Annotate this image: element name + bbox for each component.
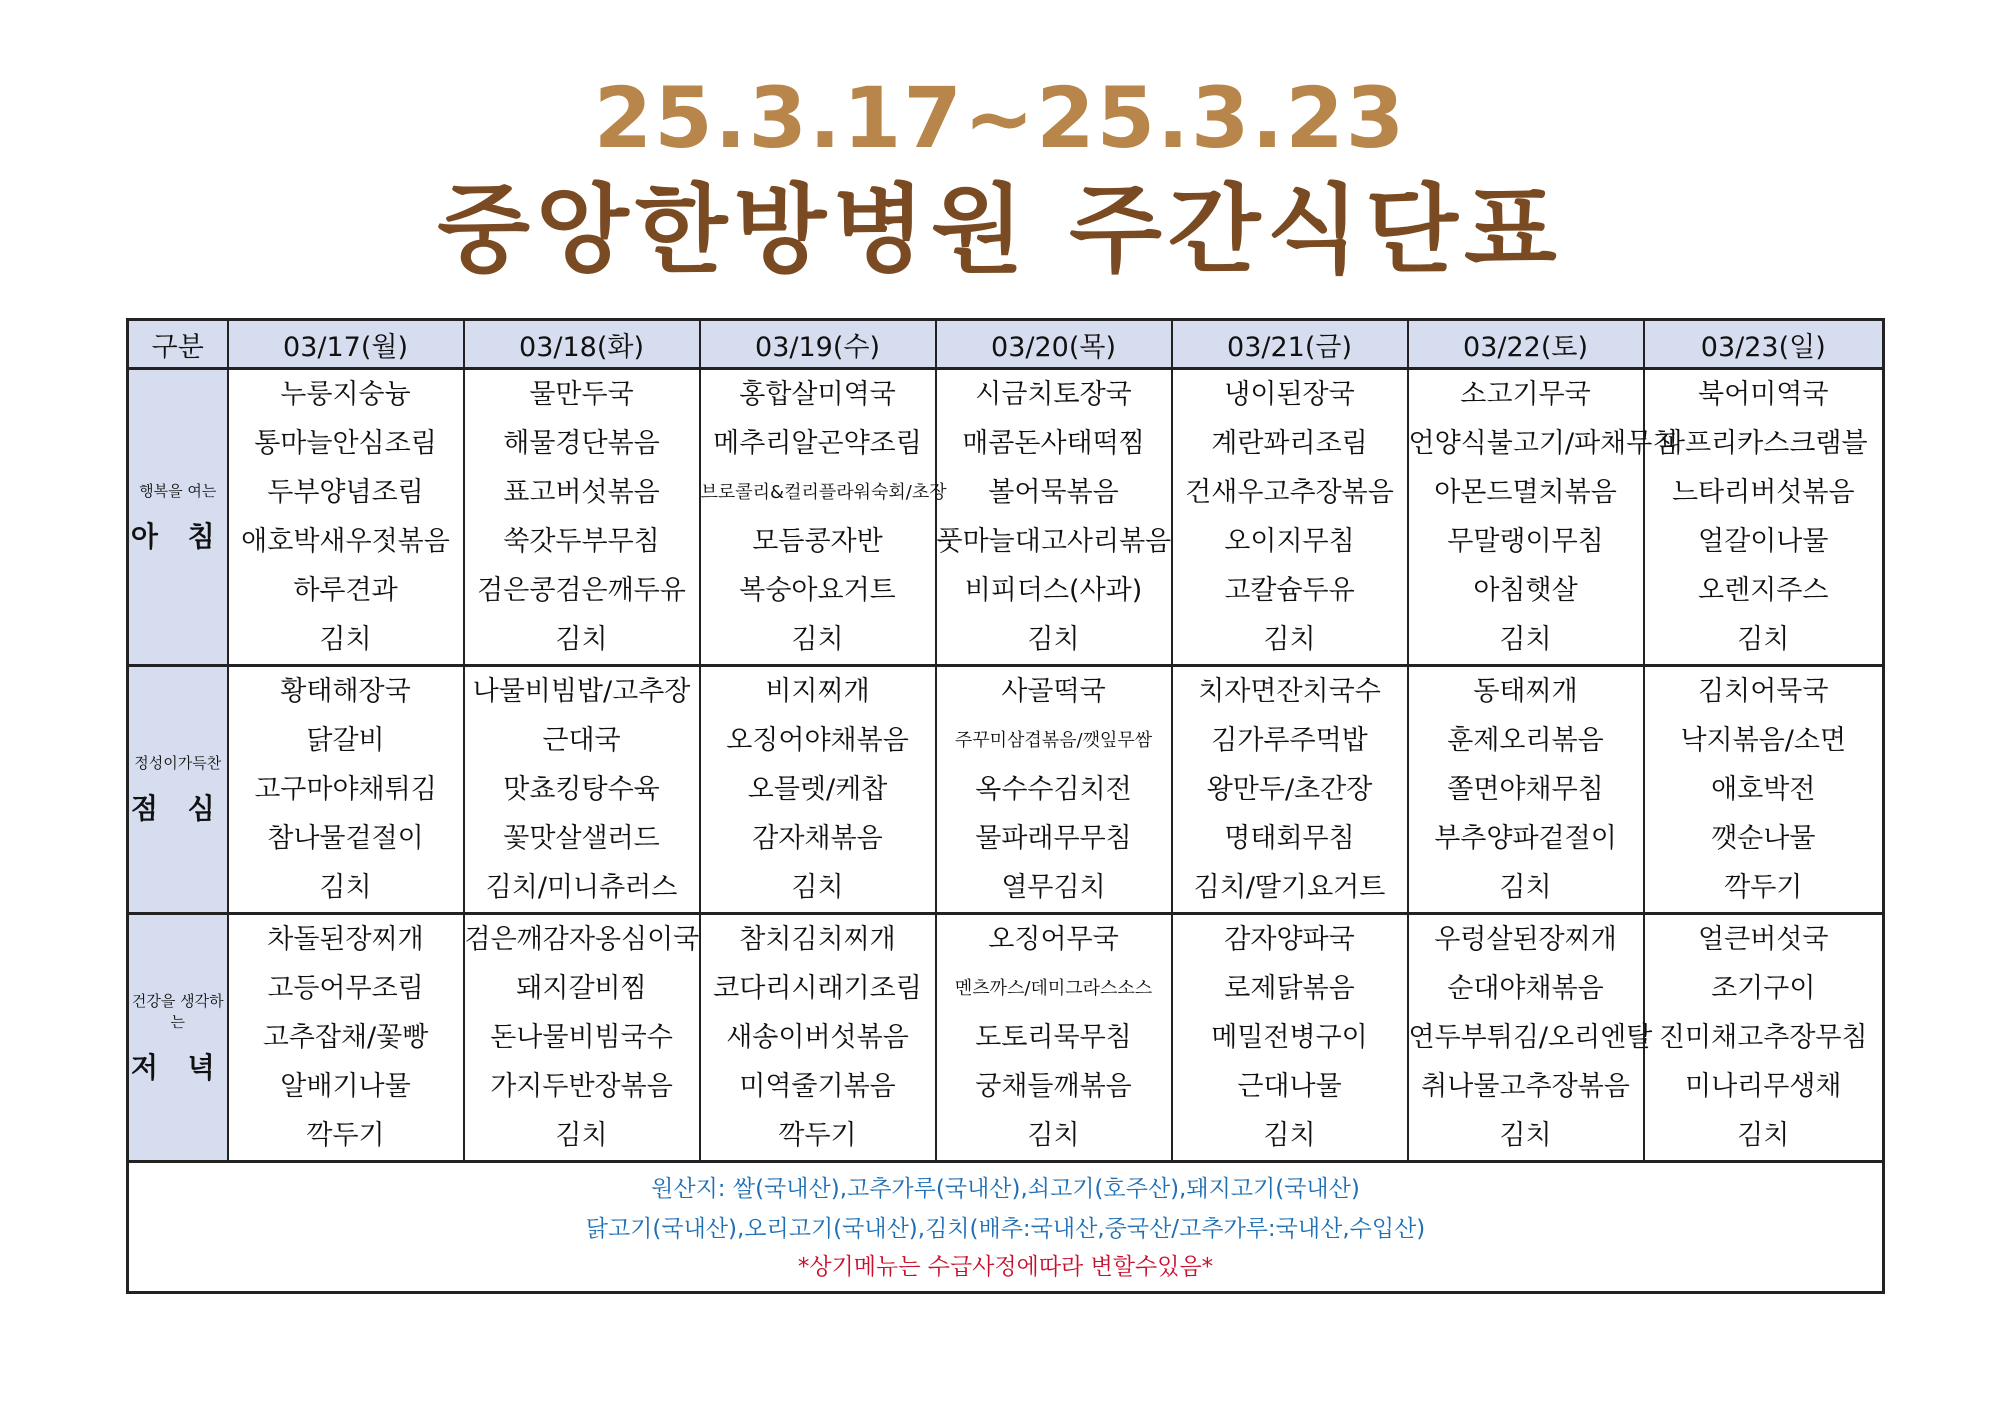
date-range: 25.3.17~25.3.23 xyxy=(593,69,1407,167)
corner-label: 구분 xyxy=(128,320,228,369)
menu-cell xyxy=(1408,369,1679,666)
menu-item: 볼어묵볶음 xyxy=(988,477,1119,508)
menu-item: 김치 xyxy=(791,872,844,903)
menu-item: 순대야채볶음 xyxy=(1447,973,1604,1004)
menu-item: 애호박전 xyxy=(1711,774,1816,805)
menu-item: 누룽지숭늉 xyxy=(280,379,411,410)
menu-item: 메추리알곤약조림 xyxy=(713,428,922,459)
menu-item: 맛쵸킹탕수육 xyxy=(503,774,660,805)
menu-item: 근대나물 xyxy=(1237,1071,1342,1102)
day-header-wed: 03/19(수) xyxy=(700,320,936,369)
menu-item: 검은콩검은깨두유 xyxy=(477,575,686,606)
menu-item: 소고기무국 xyxy=(1460,379,1591,410)
menu-item: 김치/딸기요거트 xyxy=(1193,872,1386,903)
meal-subtitle: 행복을 여는 xyxy=(139,481,217,500)
menu-cell xyxy=(228,666,464,914)
menu-item: 우렁살된장찌개 xyxy=(1434,924,1617,955)
header-row xyxy=(128,320,1884,369)
menu-cell xyxy=(1408,666,1644,914)
menu-item: 언양식불고기/파채무침 xyxy=(1408,428,1679,459)
menu-item: 로제닭볶음 xyxy=(1224,973,1355,1004)
meal-label-lunch xyxy=(128,666,228,914)
menu-item: 훈제오리볶음 xyxy=(1447,725,1604,756)
menu-item: 김치 xyxy=(319,872,372,903)
menu-item: 건새우고추장볶음 xyxy=(1185,477,1394,508)
menu-item: 매콤돈사태떡찜 xyxy=(962,428,1145,459)
menu-cell xyxy=(464,369,700,666)
meal-label-dinner xyxy=(128,914,228,1162)
menu-item: 김치 xyxy=(1737,624,1790,655)
menu-cell xyxy=(1172,666,1408,914)
menu-item: 멘츠까스/데미그라스소스 xyxy=(954,978,1153,999)
menu-cell xyxy=(936,666,1172,914)
menu-item: 얼큰버섯국 xyxy=(1698,924,1829,955)
menu-item: 표고버섯볶음 xyxy=(503,477,660,508)
menu-item: 김가루주먹밥 xyxy=(1211,725,1368,756)
day-header-sun: 03/23(일) xyxy=(1644,320,1884,369)
menu-item: 꽃맛살샐러드 xyxy=(503,823,660,854)
menu-item: 열무김치 xyxy=(1001,872,1106,903)
menu-item: 복숭아요거트 xyxy=(739,575,896,606)
menu-item: 김치/미니츄러스 xyxy=(485,872,678,903)
menu-item: 가지두반장볶음 xyxy=(490,1071,673,1102)
menu-item: 오징어무국 xyxy=(988,924,1119,955)
menu-item: 김치 xyxy=(1499,872,1552,903)
menu-item: 김치 xyxy=(1263,624,1316,655)
menu-item: 물파래무무침 xyxy=(975,823,1132,854)
meal-name: 아 침 xyxy=(130,519,225,553)
menu-item: 고칼슘두유 xyxy=(1224,575,1355,606)
menu-item: 애호박새우젓볶음 xyxy=(241,526,450,557)
menu-item: 취나물고추장볶음 xyxy=(1421,1071,1630,1102)
menu-item: 김치 xyxy=(555,624,608,655)
menu-cell xyxy=(228,914,464,1162)
menu-cell xyxy=(700,914,936,1162)
menu-item: 나물비빔밥/고추장 xyxy=(472,676,691,707)
menu-item: 연두부튀김/오리엔탈 xyxy=(1408,1022,1653,1053)
menu-item: 도토리묵무침 xyxy=(975,1022,1132,1053)
menu-item: 옥수수김치전 xyxy=(975,774,1132,805)
menu-item: 모듬콩자반 xyxy=(752,526,883,557)
day-header-thu: 03/20(목) xyxy=(936,320,1172,369)
menu-item: 쫄면야채무침 xyxy=(1447,774,1604,805)
menu-item: 미역줄기볶음 xyxy=(739,1071,896,1102)
menu-item: 김치 xyxy=(319,624,372,655)
menu-item: 돈나물비빔국수 xyxy=(490,1022,673,1053)
menu-item: 궁채들깨볶음 xyxy=(975,1071,1132,1102)
menu-cell xyxy=(464,666,700,914)
origin-notice xyxy=(128,1162,1884,1293)
menu-item: 닭갈비 xyxy=(306,725,385,756)
menu-item: 명태회무침 xyxy=(1224,823,1355,854)
menu-item: 고등어무조림 xyxy=(267,973,424,1004)
day-header-sat: 03/22(토) xyxy=(1408,320,1644,369)
menu-item: 참치김치찌개 xyxy=(739,924,896,955)
menu-item: 검은깨감자옹심이국 xyxy=(464,924,700,955)
menu-cell xyxy=(700,666,936,914)
meal-label-breakfast xyxy=(128,369,228,666)
menu-item: 진미채고추장무침 xyxy=(1658,1022,1868,1053)
menu-cell xyxy=(1644,914,1884,1162)
day-header-fri: 03/21(금) xyxy=(1172,320,1408,369)
menu-cell xyxy=(936,369,1172,666)
menu-item: 참나물겉절이 xyxy=(267,823,424,854)
menu-cell xyxy=(1172,369,1408,666)
weekly-menu-table xyxy=(126,318,1885,1294)
menu-cell xyxy=(1172,914,1408,1162)
footer-row xyxy=(128,1162,1884,1293)
menu-item: 김치 xyxy=(555,1120,608,1151)
menu-item: 쑥갓두부무침 xyxy=(503,526,660,557)
menu-item: 두부양념조림 xyxy=(267,477,424,508)
meal-name: 점 심 xyxy=(130,792,225,825)
menu-item: 차돌된장찌개 xyxy=(267,924,424,955)
menu-item: 시금치토장국 xyxy=(975,379,1132,410)
menu-cell xyxy=(228,369,464,666)
menu-item: 사골떡국 xyxy=(1001,676,1106,707)
menu-item: 고추잡채/꽃빵 xyxy=(262,1022,429,1053)
change-notice: *상기메뉴는 수급사정에따라 변할수있음* xyxy=(797,1254,1214,1280)
menu-item: 근대국 xyxy=(542,725,621,756)
menu-item: 계란꽈리조림 xyxy=(1211,428,1368,459)
menu-item: 메밀전병구이 xyxy=(1211,1022,1368,1053)
menu-item: 느타리버섯볶음 xyxy=(1671,477,1855,508)
menu-item: 오징어야채볶음 xyxy=(726,725,909,756)
menu-item: 해물경단볶음 xyxy=(503,428,660,459)
menu-item: 김치 xyxy=(791,624,844,655)
menu-item: 낙지볶음/소면 xyxy=(1680,725,1847,756)
menu-item: 동태찌개 xyxy=(1473,676,1578,707)
menu-cell xyxy=(1408,914,1653,1162)
meal-subtitle: 정성이가득찬 xyxy=(134,754,222,772)
menu-item: 김치 xyxy=(1027,624,1080,655)
menu-item: 비피더스(사과) xyxy=(964,575,1143,606)
menu-cell xyxy=(1644,369,1884,666)
menu-item: 새송이버섯볶음 xyxy=(726,1022,909,1053)
menu-item: 홍합살미역국 xyxy=(739,379,896,410)
menu-cell xyxy=(700,369,947,666)
menu-item: 김치 xyxy=(1737,1120,1790,1151)
menu-item: 오렌지주스 xyxy=(1698,575,1829,606)
menu-item: 김치 xyxy=(1499,1120,1552,1151)
menu-item: 김치 xyxy=(1499,624,1552,655)
menu-item: 고구마야채튀김 xyxy=(254,774,437,805)
menu-cell xyxy=(1644,666,1884,914)
menu-item: 무말랭이무침 xyxy=(1447,526,1604,557)
menu-item: 비지찌개 xyxy=(765,676,870,707)
meal-subtitle: 건강을 생각하는 xyxy=(131,991,224,1031)
menu-item: 김치 xyxy=(1027,1120,1080,1151)
origin-line-1: 원산지: 쌀(국내산),고추가루(국내산),쇠고기(호주산),돼지고기(국내산) xyxy=(651,1176,1360,1202)
menu-item: 깍두기 xyxy=(306,1120,385,1151)
menu-item: 얼갈이나물 xyxy=(1698,526,1829,557)
menu-item: 감자양파국 xyxy=(1224,924,1355,955)
menu-item: 깻순나물 xyxy=(1711,823,1816,854)
menu-item: 오이지무침 xyxy=(1224,526,1355,557)
menu-item: 오믈렛/케찹 xyxy=(747,774,888,805)
menu-item: 조기구이 xyxy=(1711,973,1816,1004)
menu-item: 주꾸미삼겹볶음/깻잎무쌈 xyxy=(954,730,1153,751)
menu-item: 김치어묵국 xyxy=(1698,676,1829,707)
meal-row-breakfast xyxy=(128,369,1884,666)
menu-item: 파프리카스크램블 xyxy=(1658,428,1868,459)
menu-item: 코다리시래기조림 xyxy=(713,973,922,1004)
menu-cell xyxy=(936,914,1172,1162)
day-header-mon: 03/17(월) xyxy=(228,320,464,369)
menu-item: 치자면잔치국수 xyxy=(1198,676,1381,707)
day-header-tue: 03/18(화) xyxy=(464,320,700,369)
menu-item: 미나리무생채 xyxy=(1685,1071,1842,1102)
menu-item: 황태해장국 xyxy=(280,676,411,707)
menu-item: 브로콜리&컬리플라워숙회/초장 xyxy=(700,482,947,503)
menu-item: 알배기나물 xyxy=(280,1071,411,1102)
menu-item: 돼지갈비찜 xyxy=(516,973,647,1004)
menu-cell xyxy=(464,914,700,1162)
page-title: 중앙한방병원 주간식단표 xyxy=(437,174,1563,286)
menu-item: 깍두기 xyxy=(1724,872,1803,903)
menu-item: 통마늘안심조림 xyxy=(254,428,437,459)
menu-item: 아몬드멸치볶음 xyxy=(1434,477,1617,508)
menu-item: 감자채볶음 xyxy=(752,823,883,854)
menu-item: 부추양파겉절이 xyxy=(1434,823,1617,854)
menu-item: 하루견과 xyxy=(293,575,398,606)
meal-name: 저 녁 xyxy=(130,1050,225,1084)
menu-item: 김치 xyxy=(1263,1120,1316,1151)
menu-item: 왕만두/초간장 xyxy=(1206,774,1373,805)
menu-item: 북어미역국 xyxy=(1698,379,1829,410)
menu-item: 물만두국 xyxy=(529,379,634,410)
menu-item: 깍두기 xyxy=(778,1120,857,1151)
meal-row-dinner xyxy=(128,914,1884,1162)
origin-line-2: 닭고기(국내산),오리고기(국내산),김치(배추:국내산,중국산/고추가루:국내산,수입산) xyxy=(585,1216,1426,1242)
menu-item: 풋마늘대고사리볶음 xyxy=(936,526,1172,557)
menu-item: 냉이된장국 xyxy=(1224,379,1355,410)
meal-row-lunch xyxy=(128,666,1884,914)
menu-item: 아침햇살 xyxy=(1473,575,1578,606)
